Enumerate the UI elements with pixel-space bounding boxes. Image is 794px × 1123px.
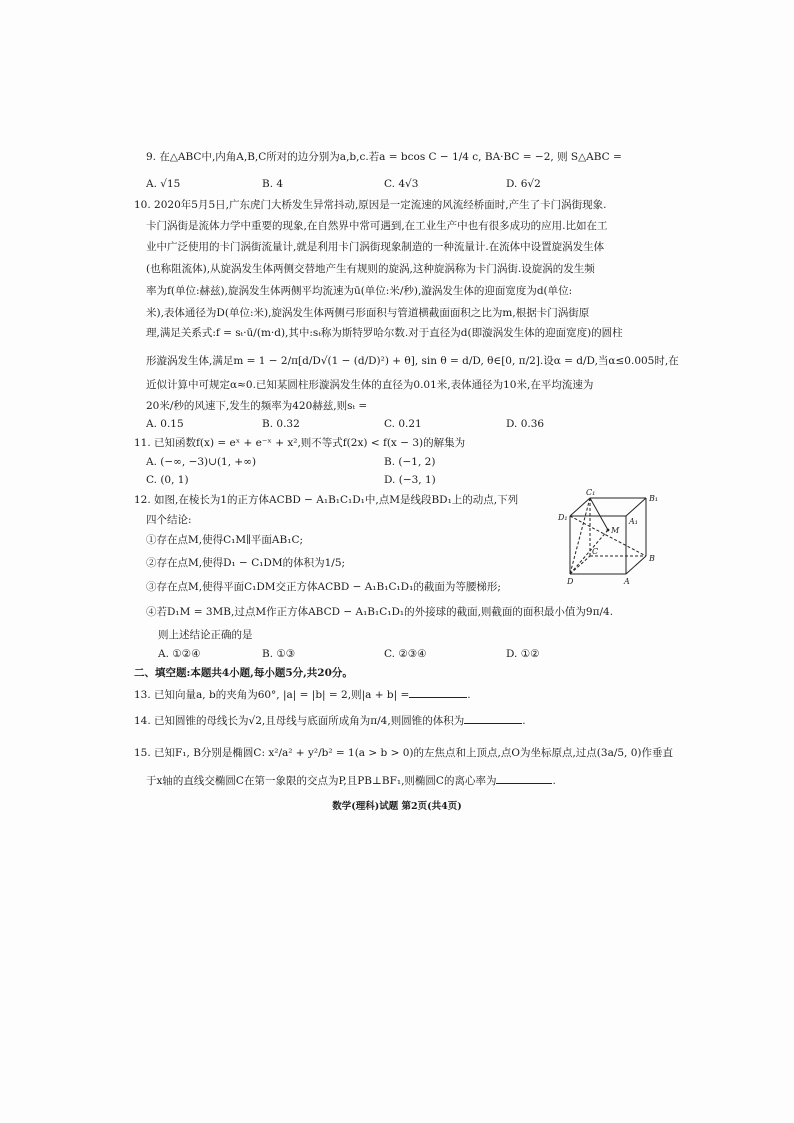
page-footer: 数学(理科)试题 第2页(共4页) <box>332 801 462 812</box>
q10-line-8: 形漩涡发生体,满足m = 1 − 2/π[d/D√(1 − (d/D)²) + θ], sin θ = d/D, θ∈[0, π/2].设α = d/D,当α≤0.005时,在 <box>146 355 679 367</box>
q9-option-b: B. 4 <box>262 178 284 190</box>
q12-line-1: 12. 如图,在棱长为1的正方体ACBD − A₁B₁C₁D₁中,点M是线段BD₁上的动点,下列 <box>134 494 519 506</box>
q9-option-c: C. 4√3 <box>384 178 419 190</box>
q10-line-4: (也称阻流体),从旋涡发生体两侧交替地产生有规则的旋涡,这种旋涡称为卡门涡街.设旋涡的发生频 <box>146 263 595 275</box>
q10-line-7: 理,满足关系式:f = sₜ·ū/(m·d),其中:sₜ称为斯特罗哈尔数.对于直径为d(即漩涡发生体的迎面宽度)的圆柱 <box>146 327 623 339</box>
q11-option-c: C. (0, 1) <box>146 474 189 486</box>
label-d1: D₁ <box>558 513 568 522</box>
label-a1: A₁ <box>629 517 638 526</box>
q12-option-d: D. ①② <box>506 648 540 660</box>
q12-line-2: 四个结论: <box>146 514 192 526</box>
q10-line-5: 率为f(单位:赫兹),旋涡发生体两侧平均流速为ū(单位:米/秒),漩涡发生体的迎面宽度为d(单位: <box>146 285 573 297</box>
q12-statement-3: ③存在点M,使得平面C₁DM交正方体ACBD − A₁B₁C₁D₁的截面为等腰梯形; <box>146 581 501 593</box>
q10-line-6: 米),表体通径为D(单位:米),旋涡发生体两侧弓形面积与管道横截面面积之比为m,根据卡门涡街原 <box>146 307 590 319</box>
q11-option-d: D. (−3, 1) <box>384 474 436 486</box>
label-c: C <box>592 547 599 556</box>
q10-line-10: 20米/秒的风速下,发生的频率为420赫兹,则sₜ = <box>146 400 368 412</box>
q15-line-1: 15. 已知F₁, B分别是椭圆C: x²/a² + y²/b² = 1(a > b > 0)的左焦点和上顶点,点O为坐标原点,过点(3a/5, 0)作垂直 <box>134 747 673 759</box>
q13-stem: 13. 已知向量a, b的夹角为60°, |a| = |b| = 2,则|a + b| = <box>134 689 410 701</box>
q10-line-2: 卡门涡街是流体力学中重要的现象,在自然界中常可遇到,在工业生产中也有很多成功的应用.比如在工 <box>146 220 608 232</box>
q12-option-b: B. ①③ <box>262 648 296 660</box>
q12-option-c: C. ②③④ <box>384 648 427 660</box>
label-b: B <box>649 554 655 563</box>
cube-figure <box>556 488 660 588</box>
q9-option-a: A. √15 <box>146 178 181 190</box>
section-2-header: 二、填空题:本题共4小题,每小题5分,共20分。 <box>134 667 353 679</box>
q11-stem: 11. 已知函数f(x) = eˣ + e⁻ˣ + x²,则不等式f(2x) < f(x − 3)的解集为 <box>134 437 466 449</box>
q10-option-c: C. 0.21 <box>384 418 422 430</box>
label-a: A <box>624 577 630 586</box>
q15-stem: 于x轴的直线交椭圆C在第一象限的交点为P,且PB⊥BF₁,则椭圆C的离心率为 <box>146 775 497 787</box>
q11-option-b: B. (−1, 2) <box>384 456 436 468</box>
q12-statement-4: ④若D₁M = 3MB,过点M作正方体ABCD − A₁B₁C₁D₁的外接球的截面,则截面的面积最小值为9π/4. <box>146 606 614 618</box>
label-m: M <box>611 526 620 535</box>
q10-line-9: 近似计算中可规定α≈0.已知某圆柱形漩涡发生体的直径为0.01米,表体通径为10米,在平均流速为 <box>146 379 594 391</box>
q9-option-d: D. 6√2 <box>506 178 541 190</box>
q10-option-a: A. 0.15 <box>146 418 184 430</box>
q13: 13. 已知向量a, b的夹角为60°, |a| = |b| = 2,则|a + b| = . <box>134 689 471 701</box>
q9-stem: 9. 在△ABC中,内角A,B,C所对的边分别为a,b,c.若a = bcos C − 1/4 c, BA·BC = −2, 则 S△ABC = <box>146 151 622 163</box>
q14-stem: 14. 已知圆锥的母线长为√2,且母线与底面所成角为π/4,则圆锥的体积为 <box>134 715 465 727</box>
q14: 14. 已知圆锥的母线长为√2,且母线与底面所成角为π/4,则圆锥的体积为 . <box>134 715 526 727</box>
q10-line-3: 业中广泛使用的卡门涡街流量计,就是利用卡门涡街现象制造的一种流量计.在流体中设置旋涡发生体 <box>146 241 605 253</box>
q11-option-a: A. (−∞, −3)∪(1, +∞) <box>146 456 257 468</box>
q12-statement-1: ①存在点M,使得C₁M∥平面AB₁C; <box>146 534 304 546</box>
q15-answer-blank <box>496 783 552 784</box>
q10-option-b: B. 0.32 <box>262 418 300 430</box>
label-c1: C₁ <box>586 488 596 497</box>
label-b1: B₁ <box>649 494 659 503</box>
q12-question: 则上述结论正确的是 <box>158 629 253 641</box>
q10-option-d: D. 0.36 <box>506 418 545 430</box>
q14-answer-blank <box>464 723 522 724</box>
q13-answer-blank <box>409 697 467 698</box>
q10-line-1: 10. 2020年5月5日,广东虎门大桥发生异常抖动,原因是一定流速的风流经桥面时,产生了卡门涡街现象. <box>134 199 607 211</box>
q15-line-2: 于x轴的直线交椭圆C在第一象限的交点为P,且PB⊥BF₁,则椭圆C的离心率为 . <box>146 775 556 787</box>
q12-statement-2: ②存在点M,使得D₁ − C₁DM的体积为1/5; <box>146 557 346 569</box>
q12-option-a: A. ①②④ <box>158 648 201 660</box>
label-d: D <box>567 577 574 586</box>
